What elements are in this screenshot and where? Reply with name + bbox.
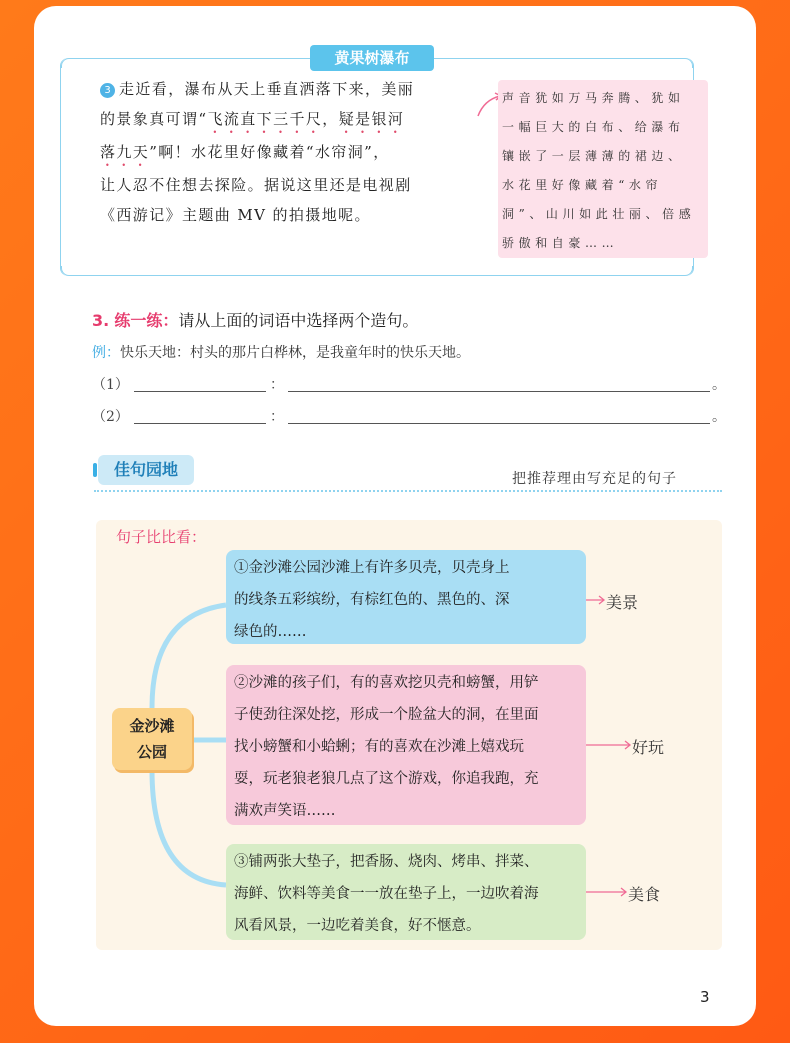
section-subtitle: 把推荐理由写充足的句子 bbox=[512, 471, 677, 487]
sentence-box-1: ①金沙滩公园沙滩上有许多贝壳，贝壳身上 的线条五彩缤纷，有棕红色的、黑色的、深 绿色的…… bbox=[226, 550, 586, 644]
para-line-4: 让人忍不住想去探险。据说这里还是电视剧 bbox=[100, 176, 412, 194]
para-line-2: 的景象真可谓“飞流直下三千尺，疑是银河 bbox=[100, 110, 405, 128]
sentence-tag-1: 美景 bbox=[606, 593, 639, 612]
answer-row-1: （1） ： 。 bbox=[92, 377, 726, 393]
mindmap-center-node: 金沙滩 公园 bbox=[112, 708, 192, 770]
answer-row-2: （2） ： 。 bbox=[92, 409, 726, 425]
emphasized-phrase: 飞流直下三千尺 bbox=[207, 110, 323, 128]
compare-title: 句子比比看： bbox=[116, 528, 207, 546]
example-sentence: 例：快乐天地：村头的那片白桦林，是我童年时的快乐天地。 bbox=[92, 345, 470, 361]
section-tag: 佳句园地 bbox=[98, 455, 194, 485]
sentence-tag-3: 美食 bbox=[628, 885, 661, 904]
number-badge: 3 bbox=[100, 83, 115, 98]
sentence-box-3: ③铺两张大垫子，把香肠、烧肉、烤串、拌菜、 海鲜、饮料等美食一一放在垫子上，一边吹着海 风看风景，一边吃着美食，好不惬意。 bbox=[226, 844, 586, 940]
page-number: 3 bbox=[700, 988, 710, 1006]
para-line-5: 《西游记》主题曲 MV 的拍摄地呢。 bbox=[100, 206, 371, 224]
para-line-3: 落九天”啊！水花里好像藏着“水帘洞”， bbox=[100, 143, 390, 161]
sentence-tag-2: 好玩 bbox=[632, 738, 665, 757]
practice-heading: 3. 练一练：请从上面的词语中选择两个造句。 bbox=[92, 311, 419, 330]
emphasized-phrase: 落九天 bbox=[100, 143, 150, 161]
annotation-text: 声音犹如万马奔腾、犹如 一幅巨大的白布、给瀑布 镶嵌了一层薄薄的裙边、 水花里好像藏着“水帘 洞”、山川如此壮丽、倍感 骄傲和自豪…… bbox=[502, 91, 696, 250]
para-line-1: 3 走近看，瀑布从天上垂直洒落下来，美丽 bbox=[100, 74, 476, 104]
section-title: 黄果树瀑布 bbox=[310, 45, 434, 71]
emphasized-phrase: 疑是银河 bbox=[338, 110, 405, 128]
sentence-box-2: ②沙滩的孩子们，有的喜欢挖贝壳和螃蟹，用铲 子使劲往深处挖，形成一个脸盆大的洞，在里面 找小螃蟹和小蛤蜊；有的喜欢在沙滩上嬉戏玩 耍，玩老狼老狼几点了这个游戏，你追我跑，充 满欢声笑语…… bbox=[226, 665, 586, 825]
